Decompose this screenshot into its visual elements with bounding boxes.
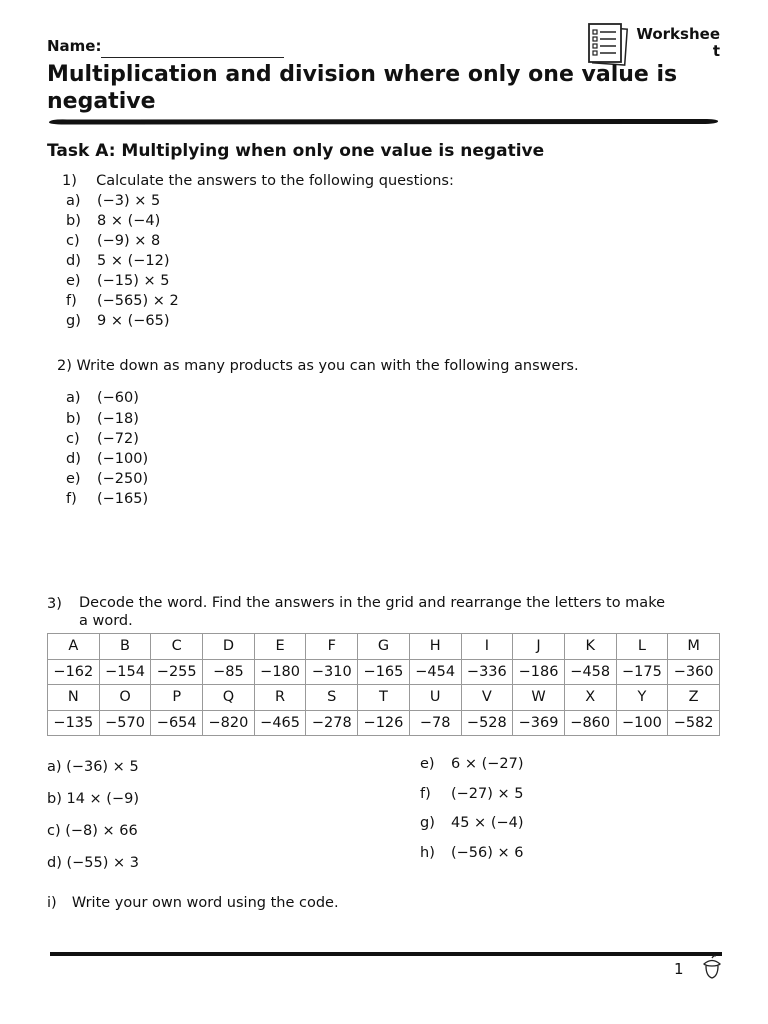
grid-value-cell: −465: [254, 710, 306, 736]
item-expression: 45 × (−4): [451, 815, 524, 831]
grid-letter-cell: I: [461, 634, 513, 660]
grid-value-cell: −100: [616, 710, 668, 736]
item-letter: h): [420, 845, 435, 861]
item-letter: b): [47, 791, 62, 807]
acorn-icon: [700, 954, 724, 980]
list-item: [47, 759, 139, 775]
item-expression: (−565) × 2: [97, 293, 179, 309]
list-item: [66, 471, 148, 487]
question-2: [57, 358, 579, 374]
list-item: [47, 855, 139, 871]
question-number: 1): [62, 173, 77, 189]
grid-value-cell: −78: [409, 710, 461, 736]
item-expression: (−100): [97, 451, 149, 467]
grid-value-row: [48, 659, 720, 685]
list-item: [420, 756, 524, 772]
grid-value-cell: −336: [461, 659, 513, 685]
grid-letter-cell: M: [668, 634, 720, 660]
list-item: [66, 411, 139, 427]
list-item: [66, 431, 139, 447]
item-letter: b): [66, 411, 81, 427]
grid-letter-cell: O: [99, 685, 151, 711]
item-letter: c): [66, 431, 80, 447]
task-a-heading: Task A: Multiplying when only one value is negative: [47, 141, 545, 161]
list-item: [66, 313, 170, 329]
list-item: [66, 491, 148, 507]
item-letter: f): [66, 293, 77, 309]
title-divider: [47, 118, 720, 125]
grid-value-cell: −180: [254, 659, 306, 685]
item-letter: e): [420, 756, 435, 772]
question-3-number: 3): [47, 596, 62, 612]
grid-letter-cell: C: [151, 634, 203, 660]
grid-value-cell: −154: [99, 659, 151, 685]
item-text: Write your own word using the code.: [71, 895, 339, 911]
grid-letter-cell: Q: [203, 685, 255, 711]
grid-value-cell: −126: [358, 710, 410, 736]
page-number: 1: [674, 960, 684, 978]
grid-letter-cell: J: [513, 634, 565, 660]
list-item: [66, 390, 139, 406]
decode-grid: [47, 633, 720, 736]
list-item: [420, 786, 524, 802]
grid-letter-cell: T: [358, 685, 410, 711]
grid-value-cell: −369: [513, 710, 565, 736]
checklist-icon: [585, 22, 629, 66]
question-1: [62, 173, 454, 189]
item-expression: (−9) × 8: [97, 233, 161, 249]
grid-value-cell: −860: [564, 710, 616, 736]
question-prompt: Calculate the answers to the following questions:: [96, 173, 454, 189]
list-item: [66, 451, 148, 467]
item-expression: (−18): [97, 411, 139, 427]
grid-value-cell: −175: [616, 659, 668, 685]
grid-value-cell: −310: [306, 659, 358, 685]
item-expression: (−3) × 5: [97, 193, 161, 209]
list-item: [66, 233, 160, 249]
grid-letter-cell: S: [306, 685, 358, 711]
item-expression: 6 × (−27): [451, 756, 524, 772]
grid-value-cell: −820: [203, 710, 255, 736]
list-item: [47, 823, 138, 839]
grid-value-cell: −458: [564, 659, 616, 685]
grid-value-row: [48, 710, 720, 736]
own-word-item: [47, 895, 339, 911]
page-title: Multiplication and division where only one value is negative: [47, 62, 678, 114]
item-letter: c): [47, 823, 61, 839]
grid-letter-cell: K: [564, 634, 616, 660]
item-letter: g): [66, 313, 81, 329]
item-expression: (−72): [97, 431, 139, 447]
item-expression: (−27) × 5: [451, 786, 524, 802]
grid-letter-cell: B: [99, 634, 151, 660]
item-letter: d): [66, 253, 81, 269]
grid-letter-cell: U: [409, 685, 461, 711]
item-expression: (−250): [97, 471, 149, 487]
list-item: [66, 293, 179, 309]
item-letter: e): [66, 273, 81, 289]
grid-letter-cell: N: [48, 685, 100, 711]
grid-letter-row: [48, 634, 720, 660]
name-line[interactable]: [101, 57, 284, 58]
grid-letter-cell: E: [254, 634, 306, 660]
item-letter: g): [420, 815, 435, 831]
item-letter: a): [66, 390, 81, 406]
item-letter: c): [66, 233, 80, 249]
grid-letter-cell: R: [254, 685, 306, 711]
grid-value-cell: −186: [513, 659, 565, 685]
item-expression: (−60): [97, 390, 139, 406]
item-letter: e): [66, 471, 81, 487]
question-prompt: Write down as many products as you can with the following answers.: [76, 358, 579, 374]
question-3-prompt-continued: a word.: [79, 613, 133, 629]
grid-letter-cell: L: [616, 634, 668, 660]
grid-letter-cell: P: [151, 685, 203, 711]
item-letter: i): [47, 895, 57, 911]
list-item: [66, 273, 170, 289]
grid-value-cell: −135: [48, 710, 100, 736]
item-letter: f): [66, 491, 77, 507]
list-item: [420, 815, 524, 831]
grid-value-cell: −570: [99, 710, 151, 736]
list-item: [66, 193, 160, 209]
item-letter: d): [47, 855, 62, 871]
grid-letter-row: [48, 685, 720, 711]
item-expression: (−8) × 66: [65, 823, 138, 839]
grid-letter-cell: W: [513, 685, 565, 711]
grid-letter-cell: X: [564, 685, 616, 711]
footer-divider: [50, 952, 722, 956]
grid-value-cell: −360: [668, 659, 720, 685]
grid-value-cell: −165: [358, 659, 410, 685]
item-expression: (−165): [97, 491, 149, 507]
list-item: [66, 213, 160, 229]
list-item: [66, 253, 170, 269]
item-expression: (−15) × 5: [97, 273, 170, 289]
grid-value-cell: −278: [306, 710, 358, 736]
item-expression: 9 × (−65): [97, 313, 170, 329]
item-expression: 14 × (−9): [66, 791, 139, 807]
grid-value-cell: −454: [409, 659, 461, 685]
item-expression: (−36) × 5: [66, 759, 139, 775]
grid-letter-cell: D: [203, 634, 255, 660]
grid-letter-cell: G: [358, 634, 410, 660]
item-expression: (−56) × 6: [451, 845, 524, 861]
grid-value-cell: −654: [151, 710, 203, 736]
grid-letter-cell: Z: [668, 685, 720, 711]
item-letter: d): [66, 451, 81, 467]
item-expression: 8 × (−4): [97, 213, 161, 229]
grid-letter-cell: A: [48, 634, 100, 660]
grid-value-cell: −528: [461, 710, 513, 736]
question-3-prompt: Decode the word. Find the answers in the grid and rearrange the letters to make: [79, 595, 665, 611]
list-item: [420, 845, 524, 861]
item-letter: f): [420, 786, 431, 802]
worksheet-label: Worksheet: [636, 25, 720, 60]
item-letter: a): [47, 759, 62, 775]
item-expression: 5 × (−12): [97, 253, 170, 269]
list-item: [47, 791, 139, 807]
item-expression: (−55) × 3: [66, 855, 139, 871]
grid-value-cell: −85: [203, 659, 255, 685]
item-letter: a): [66, 193, 81, 209]
grid-letter-cell: H: [409, 634, 461, 660]
name-label: Name:: [47, 37, 102, 55]
question-number: 2): [57, 358, 72, 374]
item-letter: b): [66, 213, 81, 229]
grid-value-cell: −255: [151, 659, 203, 685]
grid-letter-cell: V: [461, 685, 513, 711]
grid-letter-cell: Y: [616, 685, 668, 711]
grid-value-cell: −162: [48, 659, 100, 685]
grid-letter-cell: F: [306, 634, 358, 660]
grid-value-cell: −582: [668, 710, 720, 736]
